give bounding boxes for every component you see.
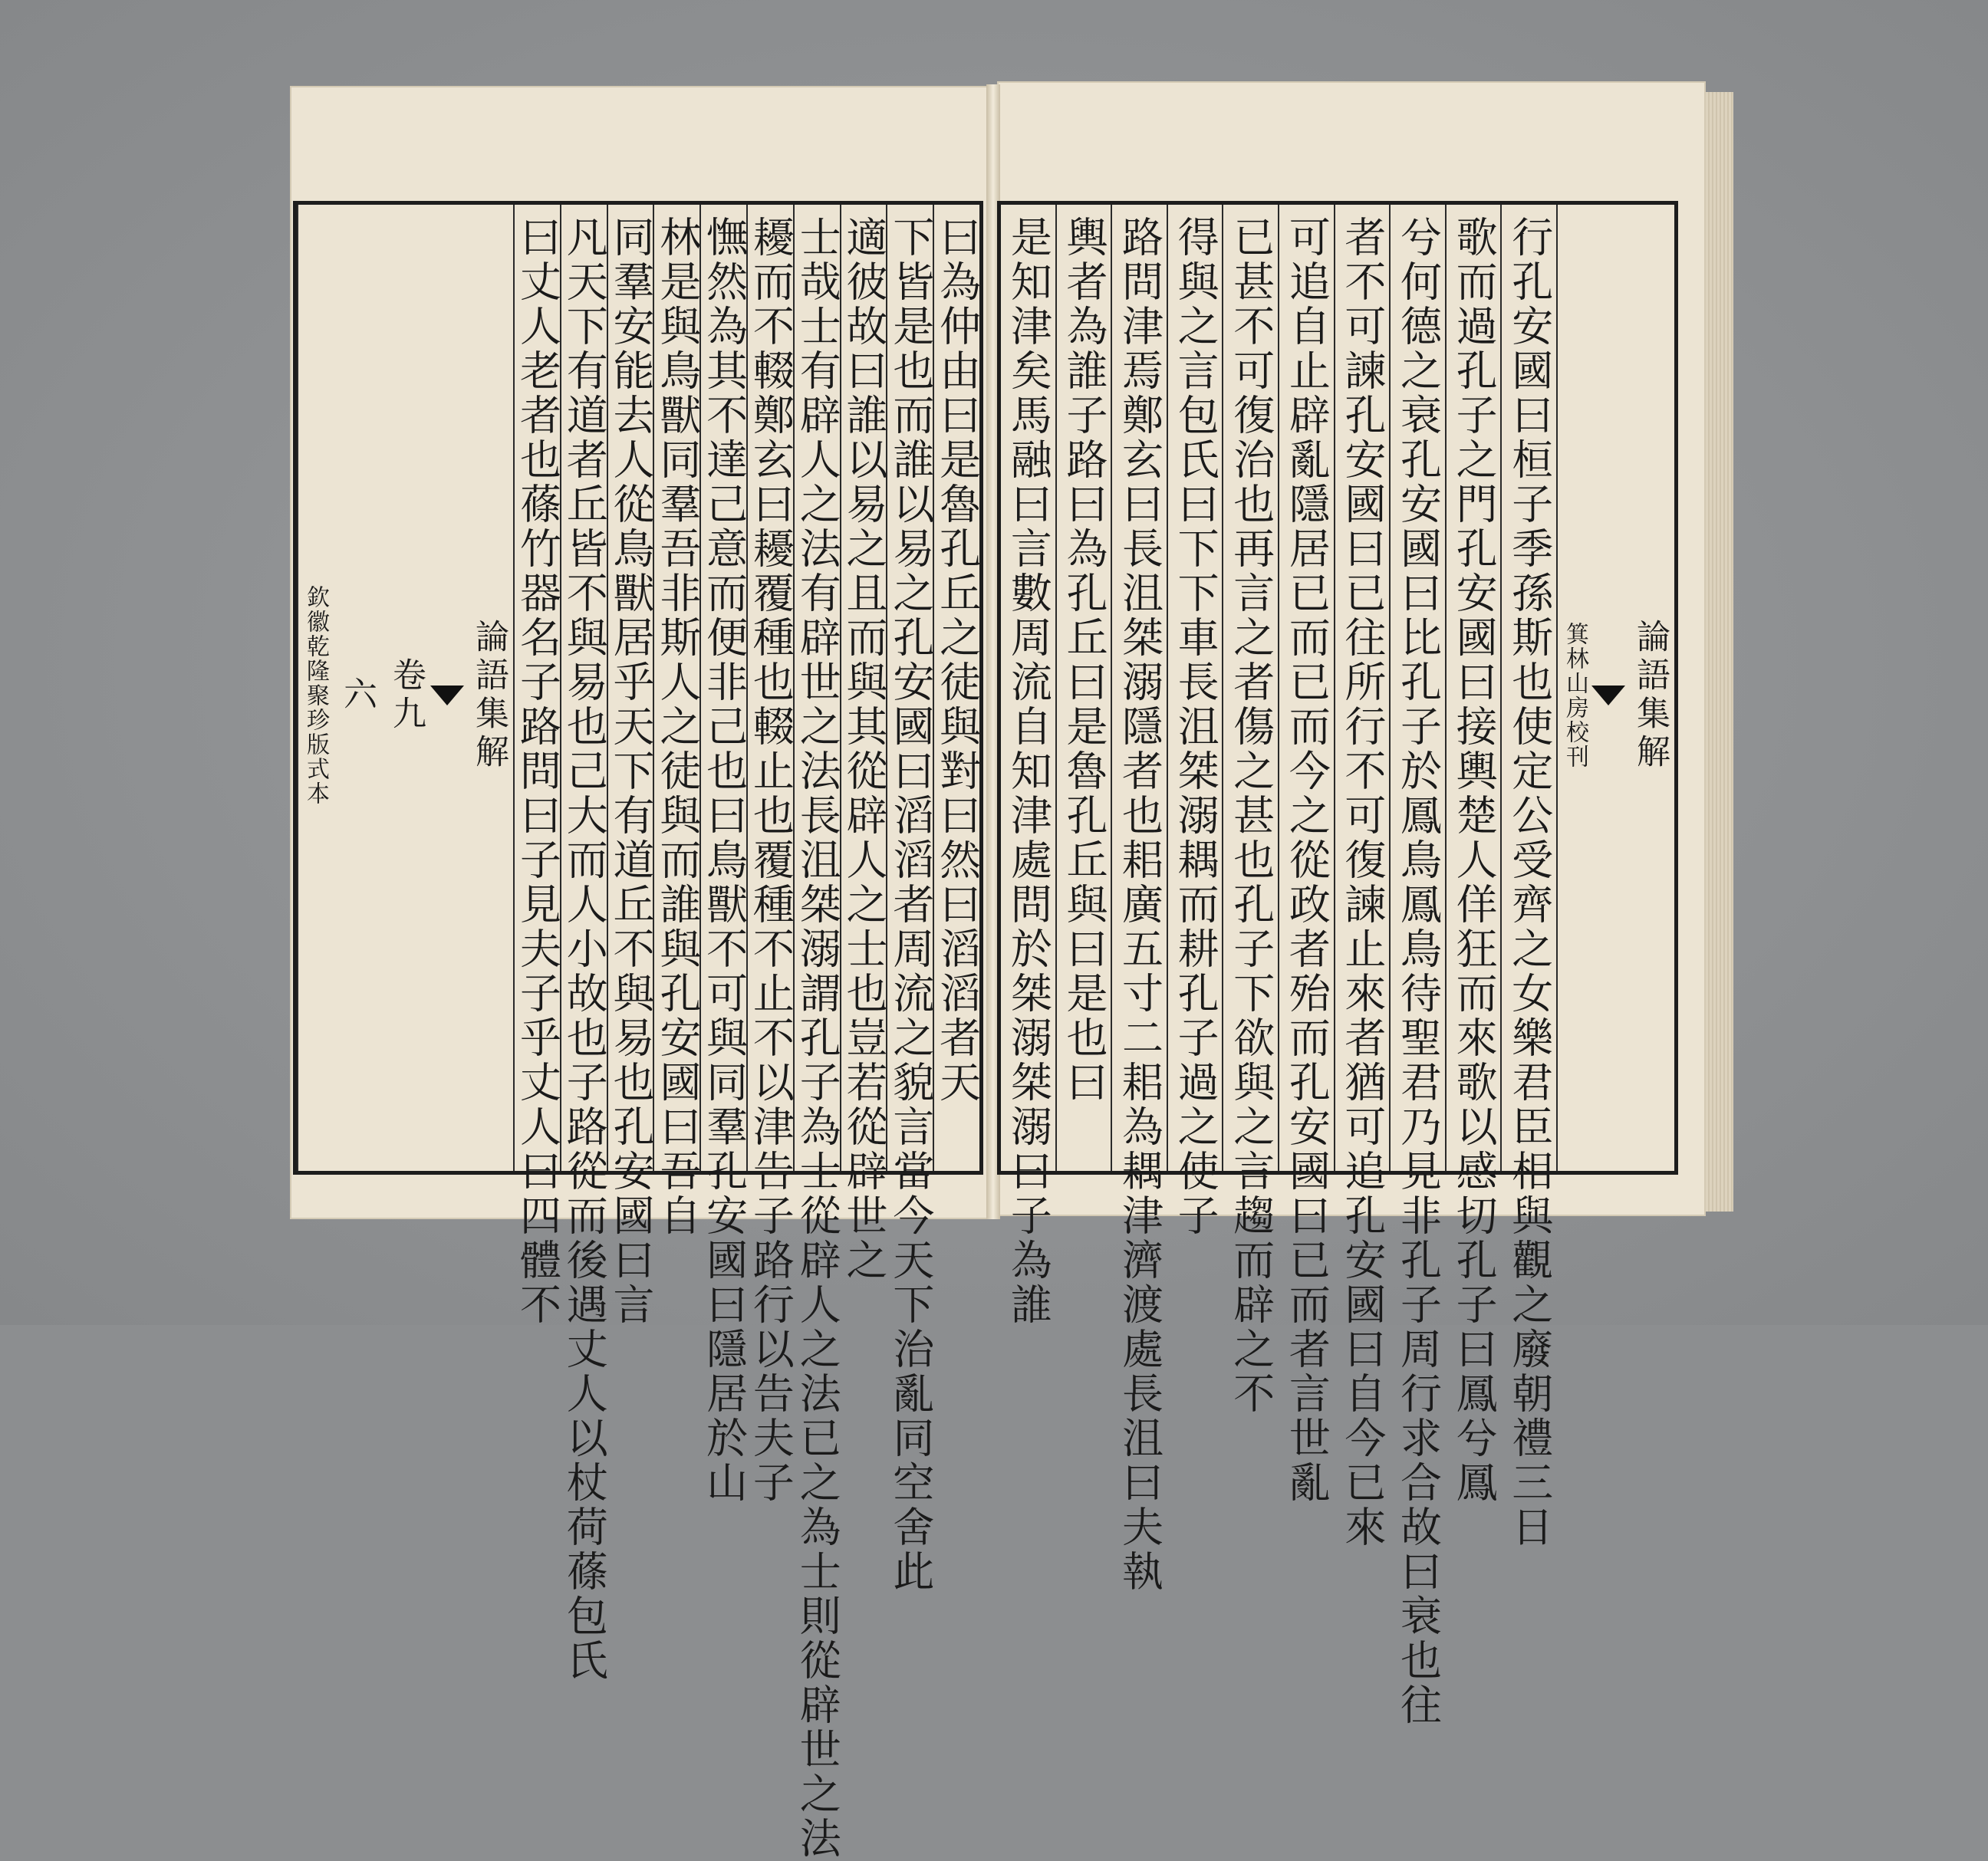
- page-edges: [1706, 92, 1733, 1212]
- column-text: 是知津矣馬融曰言數周流自知津處問於桀溺桀溺曰子為誰: [1004, 215, 1053, 1327]
- text-column: [933, 205, 982, 1171]
- margin-leaf-number: 六: [337, 676, 377, 715]
- text-column: [746, 205, 795, 1505]
- column-text: 同羣安能去人從鳥獸居乎天下有道丘不與易也孔安國曰言: [607, 215, 656, 1327]
- text-column: [1055, 205, 1111, 1171]
- text-column: [1389, 205, 1445, 1728]
- margin-volume: 卷九: [387, 657, 426, 734]
- column-text: 行孔安國曰桓子季孫斯也使定公受齊之女樂君臣相與觀之廢朝禮三日: [1505, 215, 1554, 1550]
- column-text: 兮何德之衰孔安國曰比孔子於鳳鳥鳳鳥待聖君乃見非孔子周行求合故曰衰也往: [1394, 215, 1443, 1728]
- margin-title: 論語集解: [469, 619, 509, 772]
- column-text: 可追自止辟亂隱居已而已而今之從政者殆而孔安國曰已而者言世亂: [1282, 215, 1331, 1505]
- text-column: [653, 205, 702, 1238]
- column-text: 歌而過孔子之門孔安國曰接輿楚人佯狂而來歌以感切孔子曰鳳兮鳳: [1450, 215, 1499, 1505]
- text-column: [607, 205, 656, 1327]
- text-column: [1222, 205, 1278, 1416]
- column-text: 已甚不可復治也再言之者傷之甚也孔子下欲與之言趨而辟之不: [1226, 215, 1275, 1416]
- column-text: 耰而不輟鄭玄曰耰覆種也輟止也覆種不止不以津告子路行以告夫子: [746, 215, 795, 1505]
- column-text: 林是與鳥獸同羣吾非斯人之徒與而誰與孔安國曰吾自: [653, 215, 702, 1238]
- fish-tail-mark-icon: [1591, 686, 1625, 705]
- column-text: 者不可諫孔安國曰已往所行不可復諫止來者猶可追孔安國曰自今已來: [1338, 215, 1387, 1550]
- column-text: 下皆是也而誰以易之孔安國曰滔滔者周流之貌言當今天下治亂同空舍此: [886, 215, 935, 1594]
- text-column: [886, 205, 935, 1594]
- column-text: 輿者為誰子路曰為孔丘曰是魯孔丘與曰是也曰: [1059, 215, 1108, 1105]
- right-margin-column: [1556, 205, 1674, 1171]
- text-column: [560, 205, 609, 1683]
- text-column: [1278, 205, 1334, 1505]
- column-text: 得與之言包氏曰下下車長沮桀溺耦而耕孔子過之使子: [1171, 215, 1220, 1238]
- text-column: [513, 205, 562, 1327]
- text-column: [1001, 205, 1055, 1327]
- text-column: [1111, 205, 1167, 1594]
- text-column: [1167, 205, 1223, 1238]
- text-column: [1334, 205, 1390, 1550]
- margin-title: 論語集解: [1631, 619, 1670, 772]
- left-margin-column: [297, 205, 513, 1171]
- right-text-frame: [997, 201, 1678, 1728]
- left-columns: [297, 205, 982, 1861]
- text-column: [793, 205, 842, 1861]
- text-column: [1500, 205, 1556, 1550]
- text-column: [840, 205, 889, 1283]
- column-text: 憮然為其不達己意而便非己也曰鳥獸不可與同羣孔安國曰隱居於山: [699, 215, 749, 1505]
- text-column: [1445, 205, 1501, 1505]
- text-column: [699, 205, 749, 1505]
- column-text: 士哉士有辟人之法有辟世之法長沮桀溺謂孔子為士從辟人之法已之為士則從辟世之法: [793, 215, 842, 1861]
- fish-tail-mark-icon: [430, 686, 464, 705]
- column-text: 曰丈人老者也蓧竹器名子路問曰子見夫子乎丈人曰四體不: [513, 215, 562, 1327]
- column-text: 凡天下有道者丘皆不與易也己大而人小故也子路從而後遇丈人以杖荷蓧包氏: [560, 215, 609, 1683]
- left-text-frame: [293, 201, 983, 1861]
- margin-publisher: 欽徽乾隆聚珍版式本: [302, 585, 330, 806]
- column-text: 路問津焉鄭玄曰長沮桀溺隱者也耜廣五寸二耜為耦津濟渡處長沮曰夫執: [1115, 215, 1164, 1594]
- column-text: 適彼故曰誰以易之且而與其從辟人之士也豈若從辟世之: [840, 215, 889, 1283]
- column-text: 曰為仲由曰是魯孔丘之徒與對曰然曰滔滔者天: [933, 215, 982, 1105]
- right-columns: [1001, 205, 1674, 1728]
- margin-note: 箕林山房校刊: [1562, 622, 1588, 769]
